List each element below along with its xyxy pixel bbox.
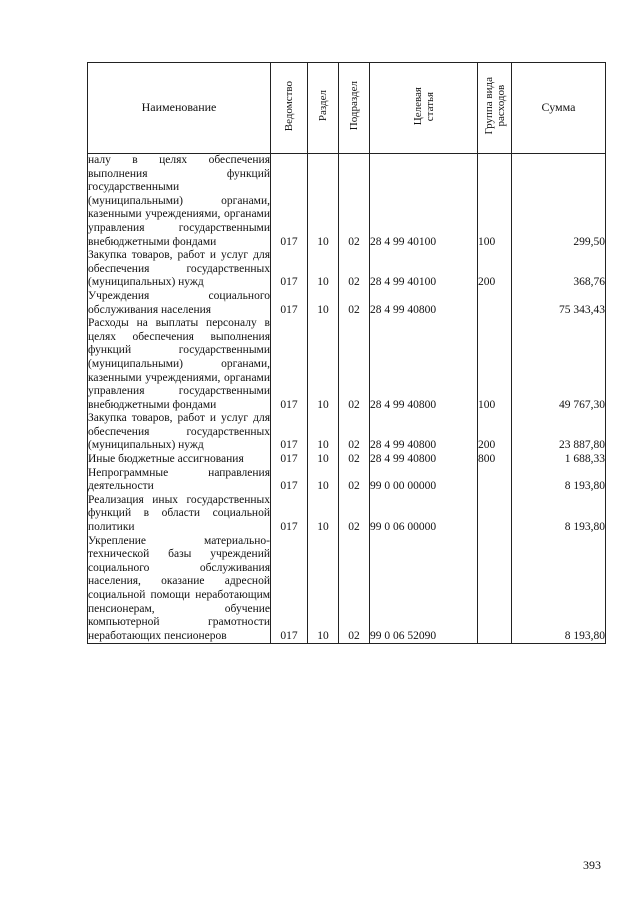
cell-celevaya: 99 0 00 00000 — [370, 467, 478, 494]
cell-vedomstvo: 017 — [271, 467, 308, 494]
cell-summa: 368,76 — [512, 249, 606, 290]
cell-vedomstvo: 017 — [271, 249, 308, 290]
cell-vedomstvo: 017 — [271, 290, 308, 317]
cell-razdel: 10 — [308, 154, 339, 250]
cell-name: Закупка товаров, работ и услуг для обеспечения государственных (муниципальных) нужд — [88, 412, 270, 452]
header-name: Наименование — [88, 63, 271, 154]
table-row — [88, 494, 606, 535]
cell-podrazdel: 02 — [339, 249, 370, 290]
cell-podrazdel: 02 — [339, 453, 370, 467]
table-row — [88, 154, 606, 250]
cell-name: Укрепление материально-технической базы учреждений социального обслуживания населения, оказание адресной социальной помощи неработающим пенсионерам, обучение компьютерной грамотности неработающих пенсионеров — [88, 535, 271, 644]
cell-razdel: 10 — [308, 249, 339, 290]
cell-gruppa — [478, 290, 512, 317]
cell-razdel: 10 — [308, 453, 339, 467]
cell-razdel: 10 — [308, 412, 339, 453]
page-number: 393 — [583, 858, 601, 872]
table-header — [88, 63, 606, 154]
cell-name: Иные бюджетные ассигнования — [88, 453, 271, 467]
cell-vedomstvo: 017 — [271, 535, 308, 644]
cell-razdel: 10 — [308, 535, 339, 644]
cell-name: налу в целях обеспечения выполнения функций государственными (муниципальными) органами, казенными учреждениями, органами управления государственными внебюджетными фондами — [88, 154, 270, 248]
cell-podrazdel: 02 — [339, 467, 370, 494]
header-podrazdel: Подраздел — [339, 63, 370, 154]
cell-gruppa: 800 — [478, 453, 512, 467]
cell-podrazdel: 02 — [339, 535, 370, 644]
cell-celevaya: 28 4 99 40100 — [370, 154, 478, 250]
cell-gruppa — [478, 535, 512, 644]
cell-name: Закупка товаров, работ и услуг для обеспечения государственных (муниципальных) нужд — [88, 249, 270, 289]
cell-name: Расходы на выплаты персоналу в целях обеспечения выполнения функций государственными (муниципальными) органами, казенными учреждениями, органами управления государственными внебюджетными фондами — [88, 317, 270, 411]
cell-summa: 49 767,30 — [512, 317, 606, 412]
cell-summa: 8 193,80 — [512, 467, 606, 494]
cell-vedomstvo: 017 — [271, 453, 308, 467]
cell-razdel: 10 — [308, 317, 339, 412]
cell-podrazdel: 02 — [339, 290, 370, 317]
cell-celevaya: 28 4 99 40800 — [370, 317, 478, 412]
cell-podrazdel: 02 — [339, 154, 370, 250]
header-vedomstvo: Ведомство — [271, 63, 308, 154]
header-gruppa: Группа вида расходов — [478, 63, 512, 154]
cell-celevaya: 28 4 99 40800 — [370, 412, 478, 453]
cell-summa: 75 343,43 — [512, 290, 606, 317]
table-row — [88, 535, 606, 644]
cell-vedomstvo: 017 — [271, 154, 308, 250]
header-celevaya: Целевая статья — [370, 63, 478, 154]
budget-table — [87, 62, 606, 644]
table-row — [88, 290, 606, 317]
cell-podrazdel: 02 — [339, 412, 370, 453]
cell-celevaya: 28 4 99 40800 — [370, 453, 478, 467]
cell-vedomstvo: 017 — [271, 412, 308, 453]
cell-podrazdel: 02 — [339, 317, 370, 412]
cell-celevaya: 99 0 06 52090 — [370, 535, 478, 644]
cell-celevaya: 28 4 99 40100 — [370, 249, 478, 290]
cell-podrazdel: 02 — [339, 494, 370, 535]
cell-summa: 1 688,33 — [512, 453, 606, 467]
table-row — [88, 412, 606, 453]
cell-gruppa: 200 — [478, 249, 512, 290]
cell-name: Учреждения социального обслуживания населения — [88, 289, 270, 316]
table-row — [88, 453, 606, 467]
table-row — [88, 467, 606, 494]
table-row — [88, 249, 606, 290]
cell-summa: 8 193,80 — [512, 535, 606, 644]
cell-razdel: 10 — [308, 494, 339, 535]
table-row — [88, 317, 606, 412]
cell-razdel: 10 — [308, 467, 339, 494]
cell-gruppa: 100 — [478, 154, 512, 250]
cell-gruppa — [478, 494, 512, 535]
cell-vedomstvo: 017 — [271, 494, 308, 535]
cell-summa: 23 887,80 — [512, 412, 606, 453]
cell-gruppa: 100 — [478, 317, 512, 412]
cell-vedomstvo: 017 — [271, 317, 308, 412]
header-summa: Сумма — [512, 63, 606, 154]
cell-gruppa: 200 — [478, 412, 512, 453]
header-razdel: Раздел — [308, 63, 339, 154]
cell-name: Непрограммные направления деятельности — [88, 466, 270, 493]
cell-celevaya: 99 0 06 00000 — [370, 494, 478, 535]
cell-gruppa — [478, 467, 512, 494]
cell-summa: 299,50 — [512, 154, 606, 250]
cell-name: Реализация иных государственных функций в области социальной политики — [88, 493, 270, 534]
cell-summa: 8 193,80 — [512, 494, 606, 535]
table-body — [88, 154, 606, 644]
cell-celevaya: 28 4 99 40800 — [370, 290, 478, 317]
cell-razdel: 10 — [308, 290, 339, 317]
